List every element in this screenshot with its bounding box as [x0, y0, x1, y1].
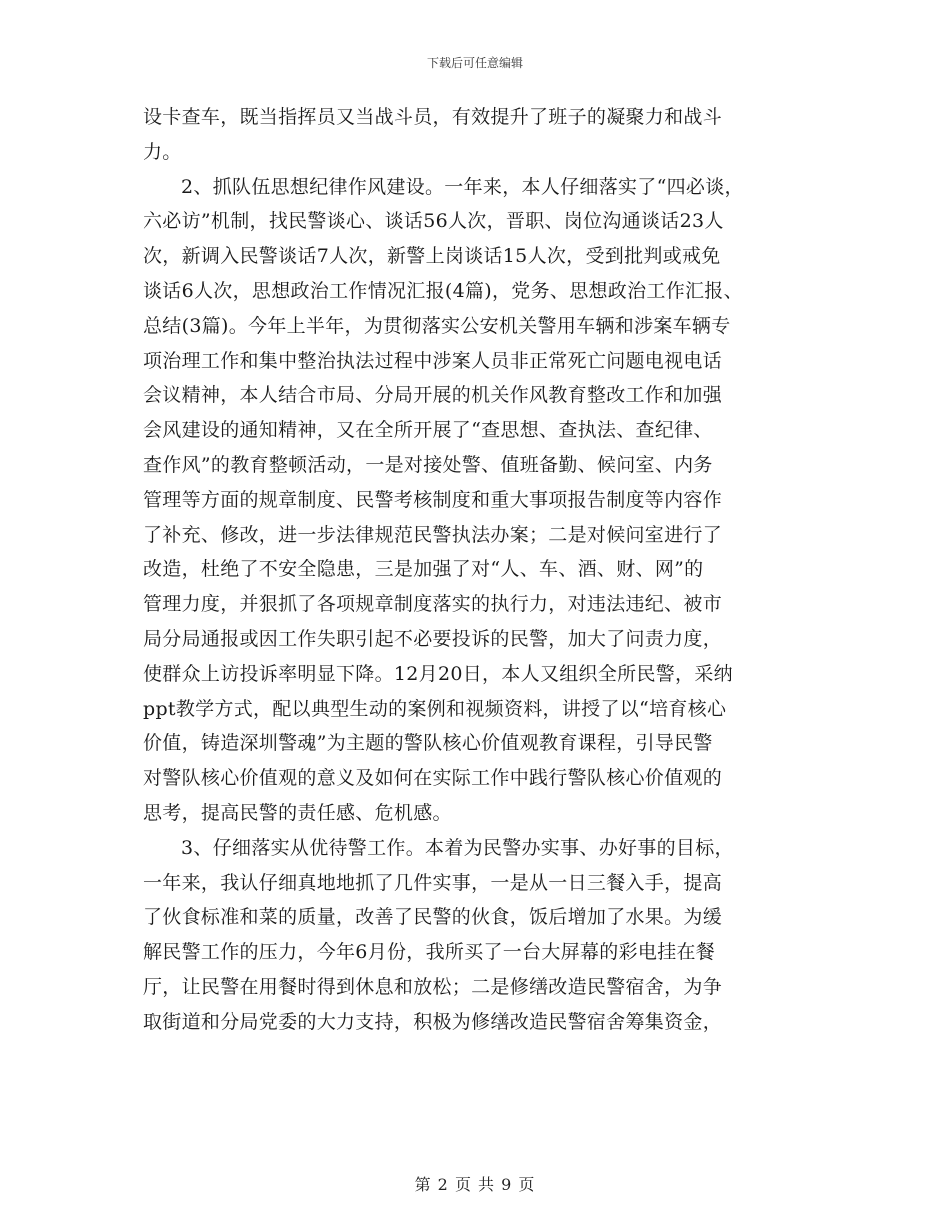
page-header: 下载后可任意编辑 [426, 56, 523, 70]
text-line: 了补充、修改，进一步法律规范民警执法办案；二是对候问室进行了 [143, 523, 723, 546]
text-line: 次，新调入民警谈话7人次，新警上岗谈话15人次，受到批判或戒免 [143, 245, 721, 268]
text-line: 解民警工作的压力，今年6月份，我所买了一台大屏幕的彩电挂在餐 [143, 941, 716, 964]
text-line: 对警队核心价值观的意义及如何在实际工作中践行警队核心价值观的 [143, 767, 723, 790]
document-body [143, 100, 823, 1040]
text-line: 会风建设的通知精神，又在全所开展了“查思想、查执法、查纪律、 [143, 419, 713, 442]
text-line: 一年来，我认仔细真地地抓了几件实事，一是从一日三餐入手，提高 [143, 871, 723, 894]
text-line: 厅，让民警在用餐时得到休息和放松；二是修缮改造民警宿舍，为争 [143, 975, 723, 998]
text-line: 查作风”的教育整顿活动，一是对接处警、值班备勤、候问室、内务 [143, 453, 713, 476]
text-line: 3、仔细落实从优待警工作。本着为民警办实事、办好事的目标， [181, 836, 734, 859]
text-line: 使群众上访投诉率明显下降。12月20日，本人又组织全所民警，采纳 [143, 662, 733, 685]
paragraph-2 [143, 170, 823, 831]
page-number-footer: 第 2 页 共 9 页 [414, 1175, 536, 1194]
paragraph-1 [143, 100, 823, 170]
text-line: 2、抓队伍思想纪律作风建设。一年来，本人仔细落实了“四必谈， [181, 175, 744, 198]
text-line: 思考，提高民警的责任感、危机感。 [143, 801, 452, 824]
text-line: 管理等方面的规章制度、民警考核制度和重大事项报告制度等内容作 [143, 488, 723, 511]
text-line: 价值，铸造深圳警魂”为主题的警队核心价值观教育课程，引导民警 [143, 732, 713, 755]
text-line: ppt教学方式，配以典型生动的案例和视频资料，讲授了以“培育核心 [143, 697, 727, 720]
text-line: 会议精神，本人结合市局、分局开展的机关作风教育整改工作和加强 [143, 384, 723, 407]
text-line: 项治理工作和集中整治执法过程中涉案人员非正常死亡问题电视电话 [143, 349, 723, 372]
text-line: 总结(3篇)。今年上半年，为贯彻落实公安机关警用车辆和涉案车辆专 [143, 314, 731, 337]
text-line: 改造，杜绝了不安全隐患，三是加强了对“人、车、酒、财、网”的 [143, 558, 704, 581]
text-line: 力。 [143, 140, 182, 163]
text-line: 设卡查车，既当指挥员又当战斗员，有效提升了班子的凝聚力和战斗 [143, 106, 723, 128]
text-line: 局分局通报或因工作失职引起不必要投诉的民警，加大了问责力度， [143, 627, 723, 650]
text-line: 取街道和分局党委的大力支持，积极为修缮改造民警宿舍筹集资金， [143, 1010, 723, 1033]
paragraph-3 [143, 831, 823, 1040]
text-line: 六必访”机制，找民警谈心、谈话56人次，晋职、岗位沟通谈话23人 [143, 210, 724, 233]
text-line: 管理力度，并狠抓了各项规章制度落实的执行力，对违法违纪、被市 [143, 593, 723, 616]
text-line: 了伙食标准和菜的质量，改善了民警的伙食，饭后增加了水果。为缓 [143, 906, 723, 929]
text-line: 谈话6人次，思想政治工作情况汇报(4篇)，党务、思想政治工作汇报、 [143, 279, 743, 302]
